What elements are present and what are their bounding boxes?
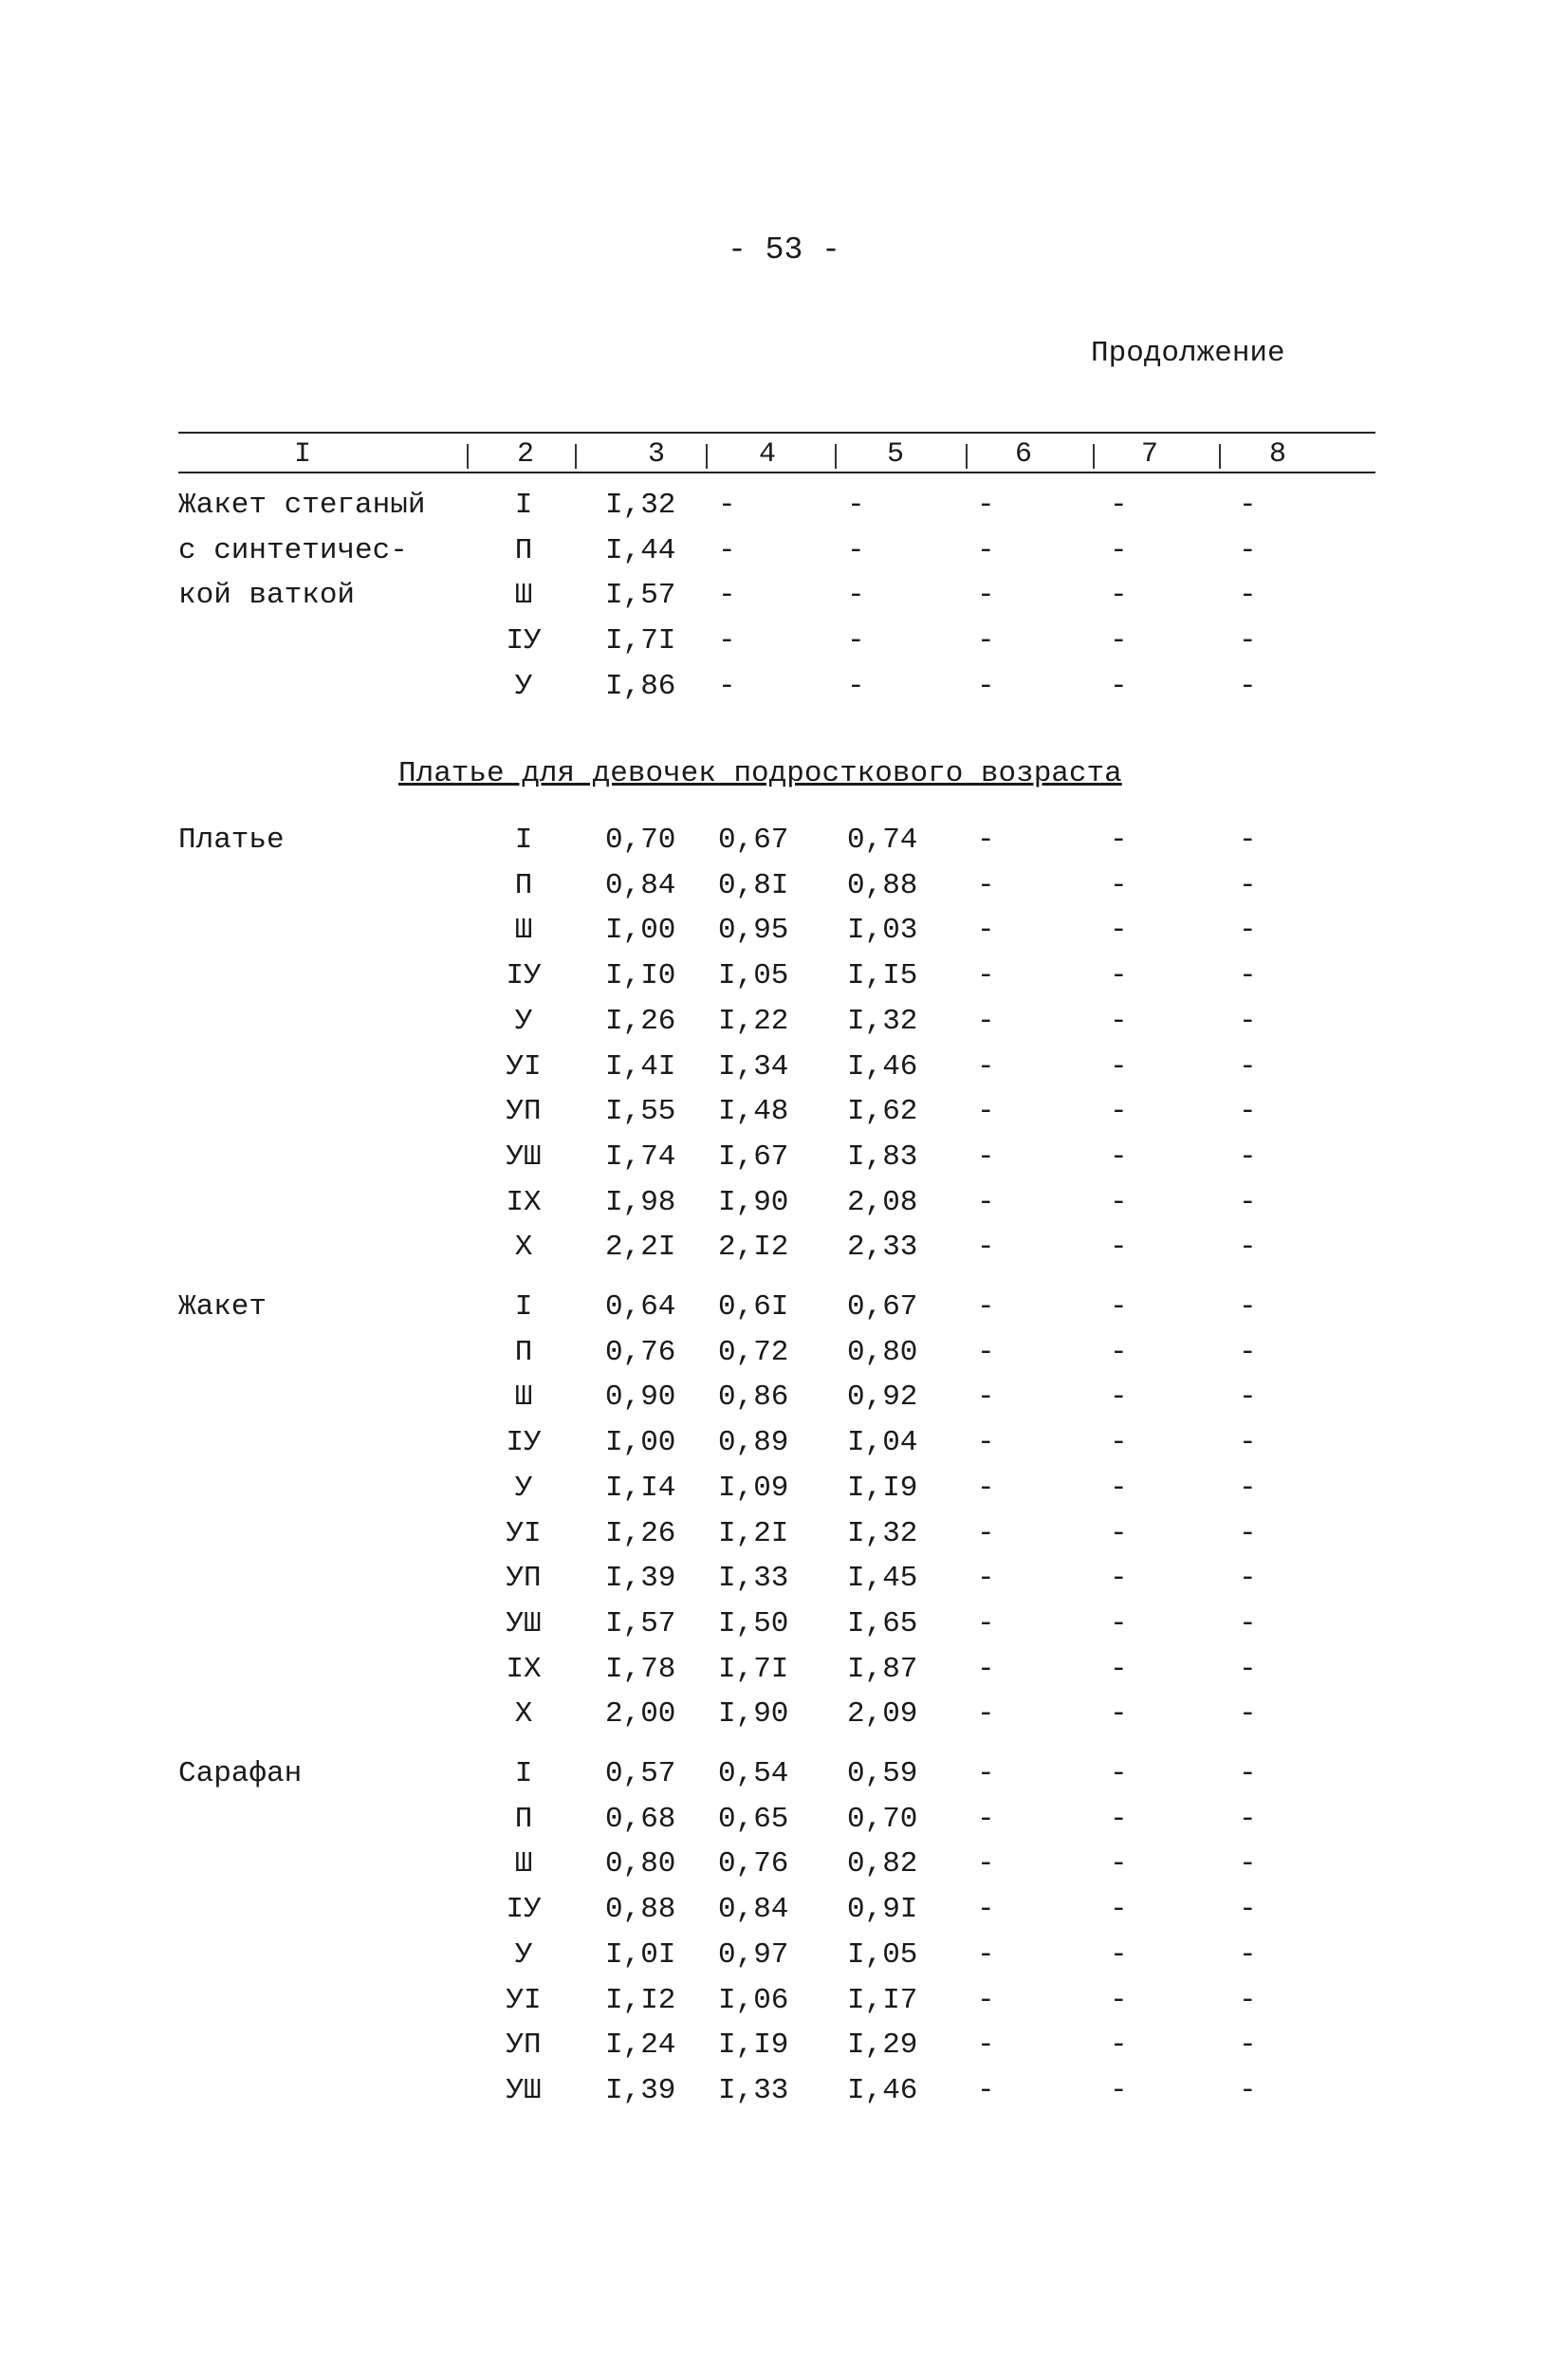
value-cell: - [977,533,995,567]
table-row [0,824,1568,869]
value-cell: - [977,1802,995,1836]
value-cell: - [1239,2029,1257,2063]
value-cell: - [1239,1290,1257,1324]
size-cell: УШ [506,1606,542,1640]
value-cell: - [1110,959,1128,993]
value-cell: I,90 [718,1185,789,1219]
table-row [0,1186,1568,1232]
value-cell: - [1239,1426,1257,1460]
header-col-8: 8 [1269,438,1287,471]
value-cell: - [977,669,995,703]
table-top-rule [178,432,1375,434]
section-title: Платье для девочек подросткового возраста [398,757,1122,790]
value-cell: - [1110,1185,1128,1219]
value-cell: 0,97 [718,1937,789,1972]
size-cell: УI [506,1049,542,1084]
value-cell: 0,72 [718,1335,789,1369]
value-cell: I,44 [605,533,676,567]
value-cell: - [847,533,865,567]
size-cell: I [514,824,533,857]
value-cell: I,86 [605,669,676,703]
value-cell: - [718,624,736,658]
value-cell: I,67 [718,1139,789,1174]
value-cell: I,I0 [605,959,676,993]
size-cell: I [514,489,533,522]
value-cell: - [1110,1757,1128,1790]
value-cell: - [1239,1983,1257,2017]
value-cell: I,7I [718,1652,789,1686]
value-cell: - [977,1139,995,1174]
table-row [0,1140,1568,1186]
table-row [0,1290,1568,1336]
value-cell: 0,80 [847,1335,918,1369]
size-cell: УП [506,1095,542,1129]
size-cell: Ш [514,914,533,948]
header-separator [966,444,968,469]
value-cell: 0,65 [718,1802,789,1836]
value-cell: I,22 [718,1004,789,1038]
value-cell: I,90 [718,1697,789,1732]
size-cell: Ш [514,1847,533,1881]
value-cell: - [977,489,995,522]
value-cell: - [1239,489,1257,522]
value-cell: - [1239,624,1257,658]
value-cell: I,46 [847,1049,918,1084]
value-cell: 0,74 [847,824,918,857]
value-cell: - [1110,579,1128,613]
value-cell: - [977,868,995,902]
value-cell: 0,95 [718,914,789,948]
value-cell: 0,54 [718,1757,789,1790]
value-cell: - [1239,1049,1257,1084]
value-cell: I,34 [718,1049,789,1084]
value-cell: I,32 [847,1516,918,1550]
size-cell: IУ [506,624,542,658]
value-cell: - [1239,1231,1257,1265]
value-cell: I,26 [605,1516,676,1550]
value-cell: - [977,1185,995,1219]
size-cell: П [514,868,533,902]
value-cell: I,2I [718,1516,789,1550]
table-row [0,2029,1568,2074]
value-cell: I,74 [605,1139,676,1174]
size-cell: У [514,1471,533,1505]
table-row [0,959,1568,1005]
value-cell: I,I2 [605,1983,676,2017]
table-row [0,1697,1568,1743]
value-cell: - [977,959,995,993]
value-cell: 0,84 [605,868,676,902]
value-cell: - [977,1757,995,1790]
table-row [0,1095,1568,1140]
value-cell: 0,70 [847,1802,918,1836]
value-cell: - [1239,1937,1257,1972]
size-cell: I [514,1290,533,1324]
size-cell: У [514,1004,533,1038]
value-cell: I,65 [847,1606,918,1640]
table-row [0,489,1568,534]
value-cell: I,29 [847,2029,918,2063]
table-row [0,1757,1568,1803]
value-cell: I,I7 [847,1983,918,2017]
value-cell: - [1110,1606,1128,1640]
value-cell: - [1239,1380,1257,1415]
table-row [0,1653,1568,1698]
value-cell: - [977,1697,995,1732]
table-row [0,1426,1568,1472]
value-cell: 0,64 [605,1290,676,1324]
table-row [0,1803,1568,1848]
value-cell: 0,67 [847,1290,918,1324]
value-cell: - [718,489,736,522]
value-cell: 0,76 [605,1335,676,1369]
value-cell: - [977,1516,995,1550]
value-cell: - [1239,1185,1257,1219]
value-cell: - [977,1606,995,1640]
value-cell: - [1110,1049,1128,1084]
size-cell: IУ [506,1426,542,1460]
value-cell: - [718,579,736,613]
value-cell: - [977,624,995,658]
item-name-cell: кой ваткой [178,579,356,613]
value-cell: - [977,1380,995,1415]
size-cell: УП [506,2029,542,2063]
value-cell: 0,82 [847,1847,918,1881]
value-cell: 0,8I [718,868,789,902]
value-cell: - [1239,914,1257,948]
table-row [0,1847,1568,1893]
table-row [0,1562,1568,1607]
value-cell: - [1239,1847,1257,1881]
table-row [0,1938,1568,1984]
header-separator [706,444,708,469]
value-cell: I,00 [605,1426,676,1460]
value-cell: - [977,1335,995,1369]
value-cell: - [1239,1802,1257,1836]
value-cell: - [977,1095,995,1129]
value-cell: - [977,579,995,613]
size-cell: Ш [514,579,533,613]
value-cell: - [718,533,736,567]
size-cell: УI [506,1516,542,1550]
value-cell: - [1239,868,1257,902]
table-row [0,869,1568,915]
value-cell: - [1239,1004,1257,1038]
value-cell: - [1239,959,1257,993]
size-cell: УП [506,1562,542,1596]
item-name-cell: с синтетичес- [178,533,408,567]
value-cell: 0,92 [847,1380,918,1415]
value-cell: - [1110,2029,1128,2063]
value-cell: - [1110,1847,1128,1881]
value-cell: - [847,579,865,613]
size-cell: IX [506,1652,542,1686]
value-cell: - [977,1290,995,1324]
value-cell: - [977,1937,995,1972]
value-cell: 0,68 [605,1802,676,1836]
header-separator [1219,444,1221,469]
value-cell: I,62 [847,1095,918,1129]
value-cell: 2,08 [847,1185,918,1219]
size-cell: IУ [506,959,542,993]
size-cell: П [514,1802,533,1836]
size-cell: У [514,669,533,703]
table-row [0,914,1568,959]
value-cell: I,87 [847,1652,918,1686]
header-col-4: 4 [759,438,777,471]
size-cell: П [514,1335,533,1369]
value-cell: - [1239,824,1257,857]
value-cell: - [1239,1139,1257,1174]
value-cell: I,06 [718,1983,789,2017]
value-cell: - [977,1847,995,1881]
value-cell: - [1110,1290,1128,1324]
table-row [0,1893,1568,1938]
value-cell: I,0I [605,1937,676,1972]
value-cell: - [1110,1335,1128,1369]
value-cell: - [847,489,865,522]
value-cell: I,57 [605,579,676,613]
header-separator [467,444,469,469]
value-cell: - [977,1426,995,1460]
table-row [0,624,1568,670]
header-separator [575,444,577,469]
value-cell: - [977,1652,995,1686]
value-cell: - [1110,1697,1128,1732]
value-cell: - [718,669,736,703]
value-cell: I,03 [847,914,918,948]
value-cell: - [1110,1983,1128,2017]
header-col-3: 3 [648,438,666,471]
table-row [0,1472,1568,1517]
value-cell: I,33 [718,2073,789,2107]
value-cell: - [977,1049,995,1084]
value-cell: - [1110,1095,1128,1129]
value-cell: - [1110,1380,1128,1415]
value-cell: - [977,1983,995,2017]
value-cell: I,7I [605,624,676,658]
value-cell: - [1239,1562,1257,1596]
value-cell: - [1110,1139,1128,1174]
size-cell: УI [506,1983,542,2017]
header-col-1: I [294,438,312,471]
value-cell: - [1239,1095,1257,1129]
value-cell: - [1110,1893,1128,1927]
value-cell: I,50 [718,1606,789,1640]
value-cell: - [1110,1471,1128,1505]
value-cell: 0,90 [605,1380,676,1415]
value-cell: 0,84 [718,1893,789,1927]
size-cell: X [514,1697,533,1732]
value-cell: - [1110,624,1128,658]
value-cell: I,I4 [605,1471,676,1505]
value-cell: - [1239,1652,1257,1686]
value-cell: 0,70 [605,824,676,857]
table-row [0,534,1568,580]
value-cell: - [1110,914,1128,948]
size-cell: IX [506,1185,542,1219]
value-cell: - [977,1562,995,1596]
value-cell: 0,89 [718,1426,789,1460]
value-cell: 0,67 [718,824,789,857]
value-cell: I,39 [605,2073,676,2107]
header-col-7: 7 [1141,438,1159,471]
value-cell: - [1110,489,1128,522]
table-row [0,579,1568,624]
value-cell: 0,80 [605,1847,676,1881]
value-cell: - [977,1004,995,1038]
item-name-cell: Жакет [178,1290,267,1324]
value-cell: 0,88 [605,1893,676,1927]
value-cell: - [1110,1562,1128,1596]
value-cell: - [977,914,995,948]
value-cell: - [847,624,865,658]
table-row [0,1050,1568,1096]
table-row [0,1517,1568,1563]
value-cell: 0,59 [847,1757,918,1790]
header-col-6: 6 [1015,438,1033,471]
value-cell: - [977,2073,995,2107]
table-row [0,1231,1568,1276]
value-cell: - [1239,1606,1257,1640]
size-cell: X [514,1231,533,1265]
value-cell: I,09 [718,1471,789,1505]
value-cell: 0,9I [847,1893,918,1927]
value-cell: I,32 [847,1004,918,1038]
value-cell: I,26 [605,1004,676,1038]
table-row [0,1607,1568,1653]
value-cell: I,78 [605,1652,676,1686]
value-cell: I,24 [605,2029,676,2063]
size-cell: УШ [506,2073,542,2107]
value-cell: - [1110,824,1128,857]
value-cell: - [1239,1757,1257,1790]
value-cell: - [1239,533,1257,567]
value-cell: I,48 [718,1095,789,1129]
value-cell: - [977,1893,995,1927]
size-cell: I [514,1757,533,1790]
value-cell: - [1110,1937,1128,1972]
value-cell: - [1239,579,1257,613]
value-cell: - [977,1231,995,1265]
value-cell: - [1110,1652,1128,1686]
value-cell: 0,86 [718,1380,789,1415]
value-cell: 2,I2 [718,1231,789,1265]
value-cell: 2,09 [847,1697,918,1732]
value-cell: I,39 [605,1562,676,1596]
value-cell: I,46 [847,2073,918,2107]
value-cell: I,55 [605,1095,676,1129]
page-number: - 53 - [728,232,840,268]
table-row [0,1380,1568,1426]
value-cell: I,83 [847,1139,918,1174]
value-cell: 0,6I [718,1290,789,1324]
size-cell: П [514,533,533,567]
value-cell: I,4I [605,1049,676,1084]
header-col-5: 5 [887,438,905,471]
value-cell: I,32 [605,489,676,522]
table-header-rule [178,472,1375,473]
value-cell: - [977,1471,995,1505]
value-cell: - [1110,2073,1128,2107]
header-col-2: 2 [517,438,535,471]
table-row [0,2074,1568,2120]
value-cell: I,33 [718,1562,789,1596]
value-cell: - [1110,669,1128,703]
value-cell: - [1239,1697,1257,1732]
table-row [0,1984,1568,2029]
value-cell: - [847,669,865,703]
value-cell: I,45 [847,1562,918,1596]
value-cell: I,98 [605,1185,676,1219]
value-cell: - [1239,1893,1257,1927]
value-cell: I,I9 [847,1471,918,1505]
value-cell: - [977,824,995,857]
header-separator [835,444,837,469]
continuation-label: Продолжение [1091,337,1285,370]
size-cell: У [514,1937,533,1972]
size-cell: УШ [506,1139,542,1174]
value-cell: I,57 [605,1606,676,1640]
value-cell: - [1110,1004,1128,1038]
value-cell: - [1239,2073,1257,2107]
value-cell: - [1110,533,1128,567]
value-cell: - [1110,1231,1128,1265]
value-cell: I,04 [847,1426,918,1460]
value-cell: - [1239,1471,1257,1505]
size-cell: IУ [506,1893,542,1927]
value-cell: - [1239,1516,1257,1550]
value-cell: 2,33 [847,1231,918,1265]
item-name-cell: Жакет стеганый [178,489,426,522]
value-cell: - [1110,868,1128,902]
value-cell: I,05 [718,959,789,993]
value-cell: - [1110,1426,1128,1460]
value-cell: - [1110,1516,1128,1550]
value-cell: 0,88 [847,868,918,902]
value-cell: I,05 [847,1937,918,1972]
table-row [0,1005,1568,1050]
value-cell: - [1239,669,1257,703]
value-cell: I,00 [605,914,676,948]
header-separator [1093,444,1095,469]
table-row [0,1336,1568,1381]
value-cell: - [1239,1335,1257,1369]
table-row [0,670,1568,715]
value-cell: I,I5 [847,959,918,993]
item-name-cell: Сарафан [178,1757,303,1790]
value-cell: 0,57 [605,1757,676,1790]
value-cell: 2,2I [605,1231,676,1265]
value-cell: - [977,2029,995,2063]
value-cell: 2,00 [605,1697,676,1732]
value-cell: I,I9 [718,2029,789,2063]
item-name-cell: Платье [178,824,285,857]
size-cell: Ш [514,1380,533,1415]
value-cell: - [1110,1802,1128,1836]
value-cell: 0,76 [718,1847,789,1881]
